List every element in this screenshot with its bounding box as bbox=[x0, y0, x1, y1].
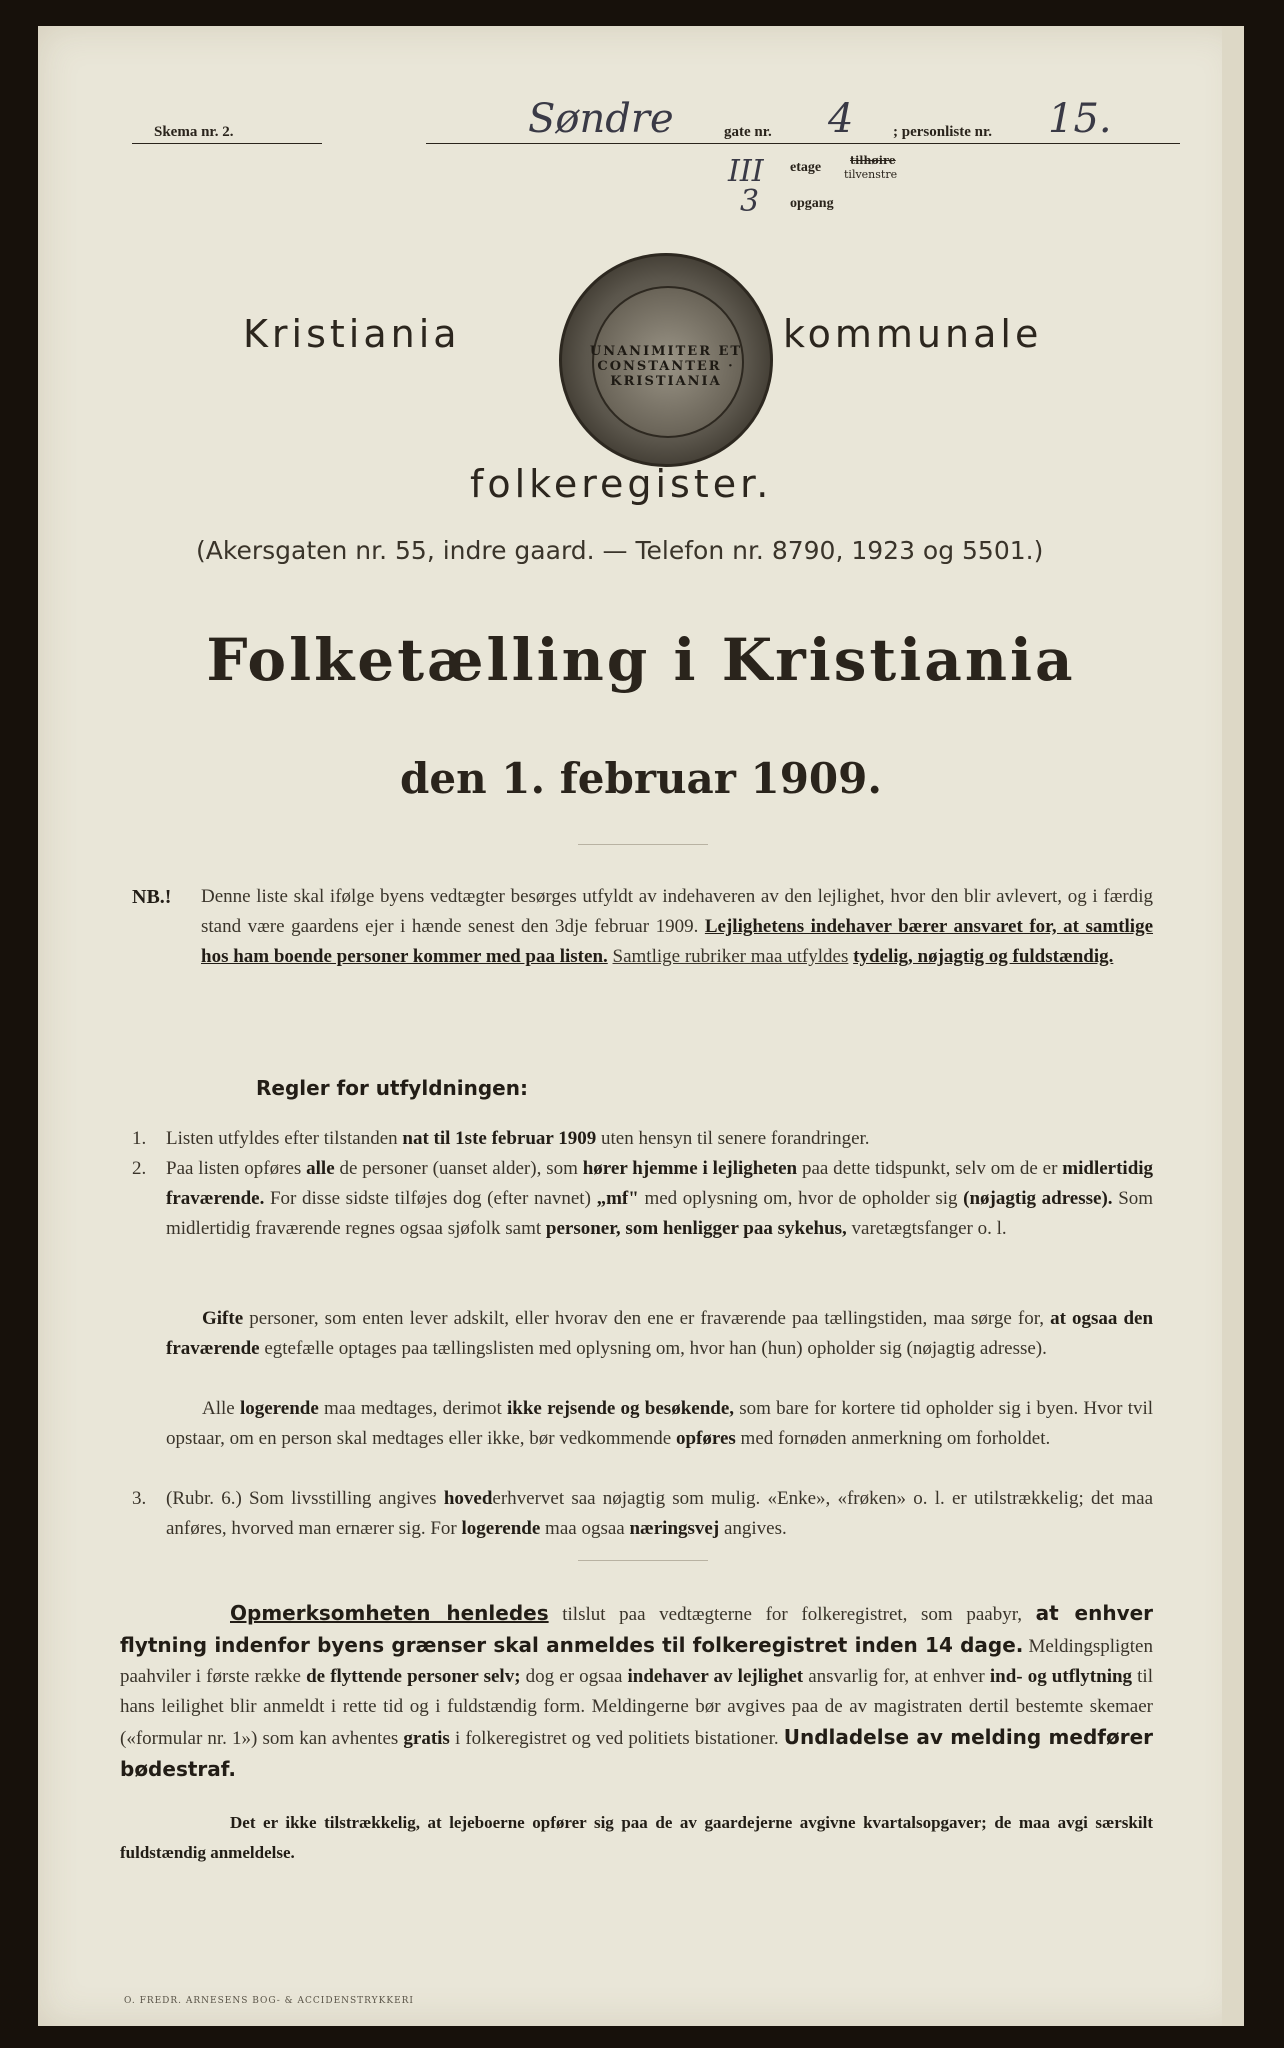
rule-2-text-e: paa dette tidspunkt, selv om de er bbox=[801, 1158, 1058, 1179]
personliste-label: ; personliste nr. bbox=[893, 124, 993, 140]
office-left: Kristiania bbox=[243, 312, 461, 356]
seal-text: UNANIMITER ET CONSTANTER · KRISTIANIA bbox=[589, 344, 743, 389]
rule-3-text-a: (Rubr. 6.) Som livsstilling angives bbox=[166, 1488, 437, 1509]
notice-f: dog er ogsaa bbox=[525, 1666, 623, 1687]
rule-1-number: 1. bbox=[132, 1128, 147, 1149]
side-struck-label: tilhøire bbox=[850, 154, 896, 167]
notice-final: Det er ikke tilstrækkelig, at lejeboerne opfører sig paa de av gaardejerne avgivne kvartalsopgaver; de maa avgi særskilt fuldstændig anmeldelse. bbox=[120, 1813, 1153, 1862]
rule-2-lodgers bbox=[166, 1394, 1153, 1454]
notice-paragraph bbox=[120, 1598, 1153, 1786]
skema-underline bbox=[132, 143, 322, 144]
opgang-handwritten: 3 bbox=[740, 184, 760, 219]
rule-2-text-j: (nøjagtig adresse). bbox=[963, 1188, 1113, 1209]
rule-1-text-a: Listen utfyldes efter tilstanden bbox=[166, 1128, 398, 1149]
rule-2-text-g: For disse sidste tilføjes dog (efter navnet) bbox=[269, 1188, 591, 1209]
rule-2-married bbox=[166, 1304, 1153, 1364]
rule-2-lodgers-d: ikke rejsende og besøkende, bbox=[507, 1398, 735, 1419]
personliste-number-handwritten: 15. bbox=[1048, 96, 1112, 142]
nb-text-4: tydelig, nøjagtig og fuldstændig. bbox=[853, 946, 1114, 967]
nb-label: NB.! bbox=[132, 886, 172, 908]
gate-label: gate nr. bbox=[724, 124, 772, 140]
census-form-page bbox=[38, 26, 1244, 2026]
opgang-label: opgang bbox=[790, 196, 834, 211]
rule-2-number: 2. bbox=[132, 1158, 147, 1179]
street-name-handwritten: Søndre bbox=[528, 96, 674, 142]
notice-e: de flyttende personer selv; bbox=[306, 1666, 521, 1687]
rule-2-married-a: Gifte bbox=[202, 1308, 244, 1329]
rule-1 bbox=[166, 1124, 1153, 1154]
main-title: Folketælling i Kristiania bbox=[206, 626, 1076, 694]
header-underline bbox=[426, 143, 1180, 144]
office-line2: folkeregister. bbox=[470, 462, 773, 506]
office-address: (Akersgaten nr. 55, indre gaard. — Telefon nr. 8790, 1923 og 5501.) bbox=[196, 536, 1044, 565]
rule-2-text-d: hører hjemme i lejligheten bbox=[582, 1158, 798, 1179]
paper-edge bbox=[1222, 26, 1244, 2026]
rule-3-text-f: næringsvej bbox=[629, 1518, 720, 1539]
notice-d: Meldingspligten paahviler i første række bbox=[120, 1636, 1153, 1687]
rule-2-text-f: midlertidig fraværende. bbox=[166, 1158, 1154, 1209]
office-right: kommunale bbox=[783, 312, 1043, 356]
notice-i: ind- og utflytning bbox=[989, 1666, 1133, 1687]
rule-2-lodgers-a: Alle bbox=[202, 1398, 235, 1419]
kristiania-seal bbox=[559, 253, 773, 467]
rule-2-text-k: Som midlertidig fraværende regnes ogsaa sjøfolk samt bbox=[166, 1188, 1154, 1239]
notice-k: gratis bbox=[403, 1728, 450, 1749]
nb-text-3: Samtlige rubriker maa utfyldes bbox=[612, 946, 849, 967]
rule-3 bbox=[166, 1484, 1153, 1544]
rule-3-text-d: logerende bbox=[461, 1518, 541, 1539]
notice-b: tilslut paa vedtægterne for folkeregistret, som paabyr, bbox=[562, 1604, 1023, 1625]
rule-3-text-e: maa ogsaa bbox=[545, 1518, 625, 1539]
notice-l: i folkeregistret og ved politiets bistationer. bbox=[454, 1728, 779, 1749]
gate-number-handwritten: 4 bbox=[828, 96, 854, 142]
rule-2-lodgers-g: med fornøden anmerkning om forholdet. bbox=[740, 1428, 1051, 1449]
etage-label: etage bbox=[790, 160, 822, 175]
notice-g: indehaver av lejlighet bbox=[627, 1666, 804, 1687]
rule-2-text-b: alle bbox=[306, 1158, 335, 1179]
notice-a: Opmerksomheten henledes bbox=[230, 1601, 549, 1625]
rule-3-text-b: hoved bbox=[443, 1488, 493, 1509]
rule-2-married-d: egtefælle optages paa tællingslisten med oplysning om, hvor han (hun) opholder sig (nøjagtig adresse). bbox=[264, 1338, 1047, 1359]
title-divider bbox=[578, 844, 708, 845]
nb-text-1: Denne liste skal ifølge byens vedtægter besørges utfyldt av indehaveren av den lejlighet, hvor den blir avlevert, og i færdig stand være gaardens ejer i hænde senest den 3dje februar 1909. bbox=[201, 886, 1153, 937]
rules-heading: Regler for utfyldningen: bbox=[256, 1076, 528, 1100]
notice-j: til hans leilighet blir anmeldt i rette tid og i fuldstændig form. Meldingerne bør avgives paa de av magistraten dertil bestemte skemaer («formular nr. 1») som kan avhentes bbox=[120, 1666, 1153, 1749]
notice-m: Undladelse av melding medfører bødestraf. bbox=[120, 1725, 1154, 1781]
rule-2-text-i: med oplysning om, hvor de opholder sig bbox=[644, 1188, 958, 1209]
notice-h: ansvarlig for, at enhver bbox=[808, 1666, 985, 1687]
rule-2-married-b: personer, som enten lever adskilt, eller hvorav den ene er fraværende paa tællingstiden, maa sørge for, bbox=[249, 1308, 1045, 1329]
rule-2-text-c: de personer (uanset alder), som bbox=[339, 1158, 578, 1179]
rule-2-lodgers-e: som bare for kortere tid opholder sig i byen. Hvor tvil opstaar, om en person skal medtages eller ikke, bør vedkommende bbox=[166, 1398, 1154, 1449]
side-label: tilvenstre bbox=[844, 168, 898, 181]
nb-text-2: Lejlighetens indehaver bærer ansvaret for, at samtlige hos ham boende personer kommer med paa listen. bbox=[201, 916, 1154, 967]
rule-2-lodgers-b: logerende bbox=[239, 1398, 319, 1419]
rule-3-number: 3. bbox=[132, 1488, 147, 1509]
printer-imprint: O. FREDR. ARNESENS BOG- & ACCIDENSTRYKKERI bbox=[124, 1996, 414, 2006]
notice-c: at enhver flytning indenfor byens grænser skal anmeldes til folkeregistret inden 14 dage. bbox=[120, 1601, 1154, 1657]
rule-1-text-c: uten hensyn til senere forandringer. bbox=[601, 1128, 870, 1149]
rule-2 bbox=[166, 1154, 1153, 1244]
rule-3-text-c: erhvervet saa nøjagtig som mulig. «Enke», «frøken» o. l. er utilstrækkelig; det maa anføres, hvorved man ernærer sig. For bbox=[166, 1488, 1154, 1539]
rule-1-text-b: nat til 1ste februar 1909 bbox=[402, 1128, 597, 1149]
rule-2-lodgers-f: opføres bbox=[675, 1428, 736, 1449]
rule-2-text-l: personer, som henligger paa sykehus, bbox=[545, 1218, 847, 1239]
rule-2-married-c: at ogsaa den fraværende bbox=[166, 1308, 1154, 1359]
rule-2-text-m: varetægtsfanger o. l. bbox=[851, 1218, 1007, 1239]
rule-3-text-g: angives. bbox=[723, 1518, 787, 1539]
rule-2-text-a: Paa listen opføres bbox=[166, 1158, 302, 1179]
floor-handwritten: III bbox=[728, 154, 764, 189]
rules-divider bbox=[578, 1560, 708, 1561]
skema-number: Skema nr. 2. bbox=[154, 124, 234, 140]
rule-2-text-h: „mf" bbox=[596, 1188, 639, 1209]
nb-paragraph bbox=[201, 882, 1153, 972]
rule-2-lodgers-c: maa medtages, derimot bbox=[324, 1398, 502, 1419]
title-date: den 1. februar 1909. bbox=[399, 754, 882, 803]
